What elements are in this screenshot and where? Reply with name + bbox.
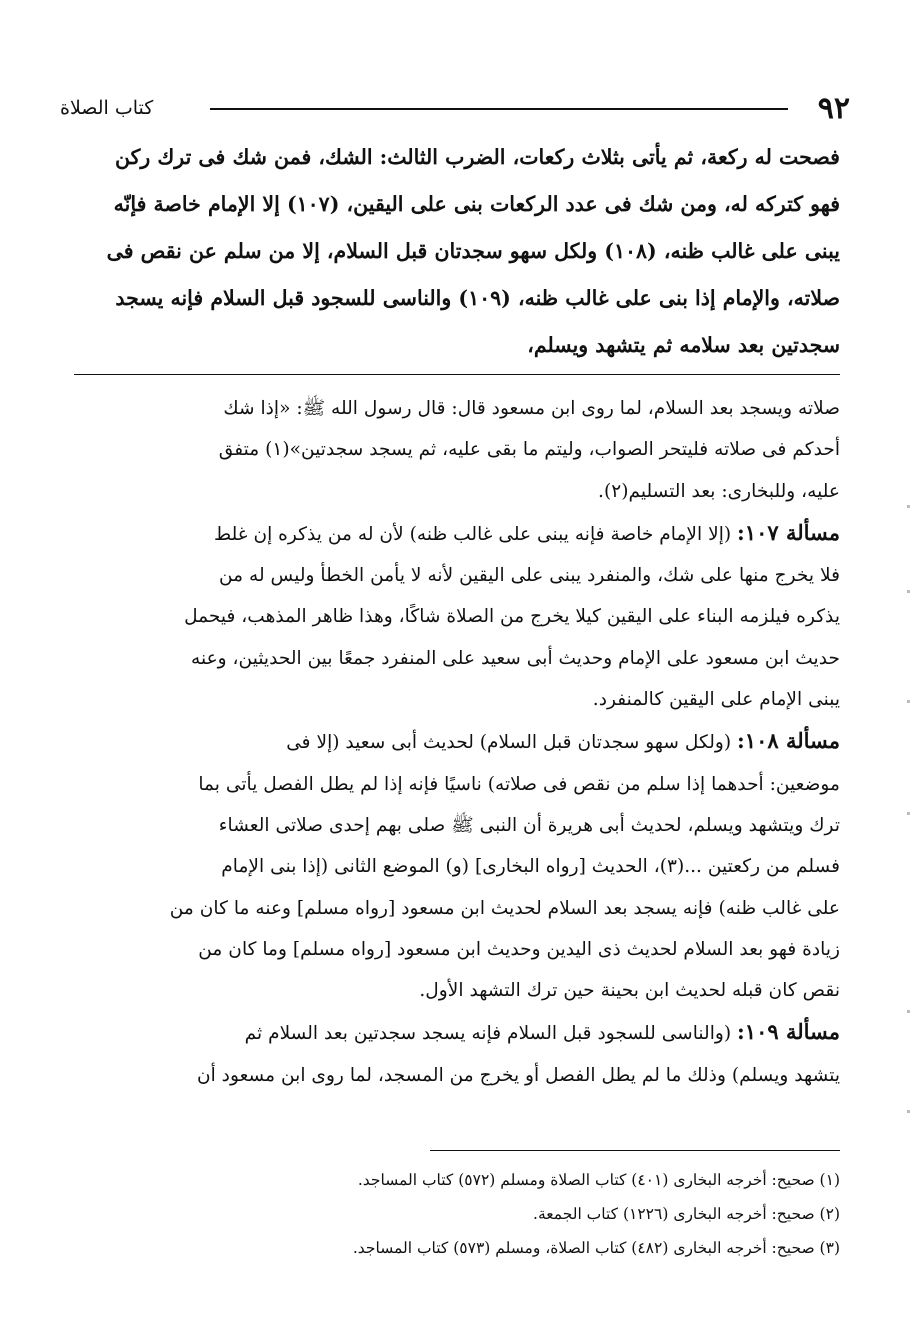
sharh-line: فلا يخرج منها على شك، والمنفرد يبنى على اليقين لأنه لا يأمن الخطأ وليس له من xyxy=(218,565,840,587)
sharh-line: صلاته ويسجد بعد السلام، لما روى ابن مسعود قال: قال رسول الله ﷺ: «إذا شك xyxy=(223,398,840,419)
sharh-line: فسلم من ركعتين ...(٣)، الحديث [رواه البخارى] (و) الموضع الثانى (إذا بنى الإمام xyxy=(221,856,840,878)
matn-line: فهو كتركه له، ومن شك فى عدد الركعات بنى على اليقين، (١٠٧) إلا الإمام خاصة فإنّه xyxy=(113,192,840,216)
masala-108-label: مسألة ١٠٨: xyxy=(737,728,840,754)
footnote-item: (١) صحيح: أخرجه البخارى (٤٠١) كتاب الصلاة ومسلم (٥٧٢) كتاب المساجد. xyxy=(357,1171,840,1189)
masala-107-first-line xyxy=(70,512,840,555)
sharh-line: موضعين: أحدهما إذا سلم من نقص فى صلاته) ناسيًا فإنه إذا لم يطل الفصل يأتى بما xyxy=(198,773,840,795)
masala-107-label: مسألة ١٠٧: xyxy=(737,519,840,545)
section-divider xyxy=(74,374,840,375)
speckle-dot xyxy=(907,700,910,703)
footnote-item: (٣) صحيح: أخرجه البخارى (٤٨٢) كتاب الصلاة، ومسلم (٥٧٣) كتاب المساجد. xyxy=(352,1239,840,1257)
footnote-divider xyxy=(430,1150,840,1151)
page-header xyxy=(60,92,850,126)
scan-edge-speckle xyxy=(905,0,913,1329)
header-rule xyxy=(210,108,788,110)
sharh-line: يذكره فيلزمه البناء على اليقين كيلا يخرج من الصلاة شاكًا، وهذا ظاهر المذهب، فيحمل xyxy=(184,606,840,628)
sharh-line: يتشهد ويسلم) وذلك ما لم يطل الفصل أو يخرج من المسجد، لما روى ابن مسعود أن xyxy=(196,1064,840,1086)
sharh-line: عليه، وللبخارى: بعد التسليم(٢). xyxy=(598,480,840,502)
matn-line: صلاته، والإمام إذا بنى على غالب ظنه، (١٠٩) والناسى للسجود قبل السلام فإنه يسجد xyxy=(115,286,840,310)
sharh-line: (إلا الإمام خاصة فإنه يبنى على غالب ظنه) لأن له من يذكره إن غلط xyxy=(214,523,738,545)
footnote-item: (٢) صحيح: أخرجه البخارى (١٢٢٦) كتاب الجمعة. xyxy=(533,1205,840,1223)
matn-text xyxy=(70,134,840,369)
speckle-dot xyxy=(907,590,910,593)
sharh-line: حديث ابن مسعود على الإمام وحديث أبى سعيد على المنفرد جمعًا بين الحديثين، وعنه xyxy=(190,647,840,669)
speckle-dot xyxy=(907,505,910,508)
sharh-line: نقص كان قبله لحديث ابن بحينة حين ترك التشهد الأول. xyxy=(419,980,840,1002)
sharh-text xyxy=(70,388,840,1096)
matn-line: يبنى على غالب ظنه، (١٠٨) ولكل سهو سجدتان قبل السلام، إلا من سلم عن نقص فى xyxy=(106,239,840,263)
masala-109-first-line xyxy=(70,1011,840,1054)
speckle-dot xyxy=(907,812,910,815)
masala-108-first-line xyxy=(70,720,840,763)
sharh-line: على غالب ظنه) فإنه يسجد بعد السلام لحديث ابن مسعود [رواه مسلم] وعنه ما كان من xyxy=(169,897,840,919)
speckle-dot xyxy=(907,1110,910,1113)
sharh-line: (ولكل سهو سجدتان قبل السلام) لحديث أبى سعيد (إلا فى xyxy=(286,732,738,754)
matn-line: سجدتين بعد سلامه ثم يتشهد ويسلم، xyxy=(527,333,840,357)
masala-109-label: مسألة ١٠٩: xyxy=(737,1019,840,1045)
sharh-line: زيادة فهو بعد السلام لحديث ذى اليدين وحديث ابن مسعود [رواه مسلم] وما كان من xyxy=(198,938,840,960)
sharh-line: (والناسى للسجود قبل السلام فإنه يسجد سجدتين بعد السلام ثم xyxy=(244,1023,738,1045)
sharh-line: يبنى الإمام على اليقين كالمنفرد. xyxy=(592,689,840,711)
sharh-line: أحدكم فى صلاته فليتحر الصواب، وليتم ما بقى عليه، ثم يسجد سجدتين»(١) متفق xyxy=(218,439,840,461)
footnotes xyxy=(70,1163,840,1265)
sharh-line: ترك ويتشهد ويسلم، لحديث أبى هريرة أن النبى ﷺ صلى بهم إحدى صلاتى العشاء xyxy=(218,814,840,836)
matn-line: فصحت له ركعة، ثم يأتى بثلاث ركعات، الضرب الثالث: الشك، فمن شك فى ترك ركن xyxy=(114,145,840,169)
page-number: ٩٢ xyxy=(817,91,850,126)
running-title: كتاب الصلاة xyxy=(60,97,154,119)
speckle-dot xyxy=(907,1010,910,1013)
